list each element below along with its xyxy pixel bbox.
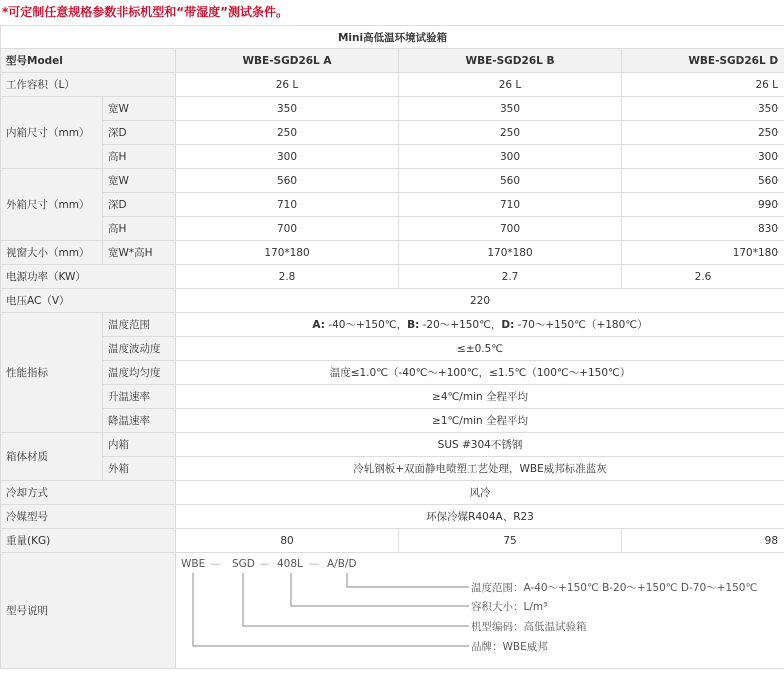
power-a: 2.8 [176,265,399,289]
temp-range-row [1,313,784,337]
material-inner-row [1,433,784,457]
outer-h-label: 高H [103,217,176,241]
outer-w-a: 560 [176,169,399,193]
model-desc-diagram-cell [176,553,784,669]
temp-range-value [176,313,784,337]
material-label: 箱体材质 [1,433,103,481]
code-dash-2: — [259,558,270,570]
legend-model-code: 机型编码：高低温试验箱 [471,621,587,633]
outer-size-label: 外箱尺寸（mm） [1,169,103,241]
outer-d-a: 710 [176,193,399,217]
inner-w-d: 350 [622,97,784,121]
temp-range-d-value: -70～+150℃（+180℃） [517,319,648,331]
connector-volume-line [291,573,469,606]
cooling-method-value: 风冷 [176,481,784,505]
model-header-label: 型号Model [1,49,176,73]
outer-d-label: 深D [103,193,176,217]
window-b: 170*180 [399,241,622,265]
capacity-d: 26 L [622,73,784,97]
inner-d-b: 250 [399,121,622,145]
model-b-header: WBE-SGD26L B [399,49,622,73]
material-inner-value: SUS #304不锈钢 [176,433,784,457]
weight-label: 重量(KG) [1,529,176,553]
window-a: 170*180 [176,241,399,265]
refrigerant-row [1,505,784,529]
refrigerant-label: 冷媒型号 [1,505,176,529]
voltage-row [1,289,784,313]
model-d-header: WBE-SGD26L D [622,49,784,73]
power-b: 2.7 [399,265,622,289]
uniformity-row [1,361,784,385]
cooling-rate-row [1,409,784,433]
inner-d-row [1,121,784,145]
title-row [1,26,784,49]
table-title: Mini高低温环境试验箱 [1,26,784,49]
cooling-rate-value: ≥1℃/min 全程平均 [176,409,784,433]
inner-w-label: 宽W [103,97,176,121]
inner-h-row [1,145,784,169]
voltage-value: 220 [176,289,784,313]
inner-size-label: 内箱尺寸（mm） [1,97,103,169]
custom-note: *可定制任意规格参数非标机型和“带湿度”测试条件。 [2,5,289,19]
weight-d: 98 [622,529,784,553]
outer-h-b: 700 [399,217,622,241]
model-a-header: WBE-SGD26L A [176,49,399,73]
code-dash-1: — [210,558,221,570]
material-outer-row [1,457,784,481]
power-label: 电源功率（KW） [1,265,176,289]
heating-value: ≥4℃/min 全程平均 [176,385,784,409]
temp-range-b-value: -20～+150℃， [422,319,502,331]
weight-b: 75 [399,529,622,553]
outer-w-label: 宽W [103,169,176,193]
material-outer-value: 冷轧钢板+双面静电喷塑工艺处理，WBE威邦标准蓝灰 [176,457,784,481]
refrigerant-value: 环保冷媒R404A、R23 [176,505,784,529]
inner-w-row [1,97,784,121]
outer-w-d: 560 [622,169,784,193]
outer-d-row [1,193,784,217]
power-row [1,265,784,289]
outer-d-b: 710 [399,193,622,217]
window-label: 视窗大小（mm） [1,241,103,265]
legend-temp-range: 温度范围：A-40～+150℃ B-20～+150℃ D-70～+150℃ [471,582,758,594]
material-inner-label: 内箱 [103,433,176,457]
temp-range-a-value: -40～+150℃， [328,319,408,331]
capacity-b: 26 L [399,73,622,97]
cooling-method-row [1,481,784,505]
inner-h-d: 300 [622,145,784,169]
temp-range-b-key: B: [407,319,420,331]
capacity-label: 工作容积（L） [1,73,176,97]
outer-h-row [1,217,784,241]
outer-h-a: 700 [176,217,399,241]
uniformity-label: 温度均匀度 [103,361,176,385]
code-part-volume: 408L [277,558,303,570]
inner-h-b: 300 [399,145,622,169]
inner-d-d: 250 [622,121,784,145]
capacity-row [1,73,784,97]
temp-range-d-key: D: [501,319,515,331]
material-outer-label: 外箱 [103,457,176,481]
performance-label: 性能指标 [1,313,103,433]
temp-range-label: 温度范围 [103,313,176,337]
code-dash-3: — [309,558,320,570]
capacity-a: 26 L [176,73,399,97]
cooling-rate-label: 降温速率 [103,409,176,433]
connector-brand-line [193,573,469,646]
inner-d-label: 深D [103,121,176,145]
heating-row [1,385,784,409]
fluctuation-row [1,337,784,361]
outer-w-row [1,169,784,193]
fluctuation-value: ≤±0.5℃ [176,337,784,361]
inner-d-a: 250 [176,121,399,145]
outer-w-b: 560 [399,169,622,193]
inner-w-a: 350 [176,97,399,121]
fluctuation-label: 温度波动度 [103,337,176,361]
window-row [1,241,784,265]
uniformity-value: 温度≤1.0℃（-40℃～+100℃，≤1.5℃（100℃～+150℃） [176,361,784,385]
model-desc-label: 型号说明 [1,553,176,669]
outer-d-d: 990 [622,193,784,217]
header-row [1,49,784,73]
heating-label: 升温速率 [103,385,176,409]
power-d: 2.6 [622,265,784,289]
spec-table [0,25,784,669]
outer-h-d: 830 [622,217,784,241]
code-part-wbe: WBE [181,558,206,570]
model-desc-row [1,553,784,669]
inner-w-b: 350 [399,97,622,121]
legend-volume: 容积大小：L/m³ [471,601,548,613]
temp-range-a-key: A: [312,319,325,331]
cooling-method-label: 冷却方式 [1,481,176,505]
model-code-diagram [177,553,783,665]
connector-model-line [243,573,469,626]
voltage-label: 电压AC（V） [1,289,176,313]
inner-h-label: 高H [103,145,176,169]
legend-brand: 品牌：WBE威邦 [471,641,548,653]
weight-a: 80 [176,529,399,553]
window-d: 170*180 [622,241,784,265]
connector-range-line [347,573,469,587]
connector-lines [193,573,469,646]
inner-h-a: 300 [176,145,399,169]
weight-row [1,529,784,553]
code-part-sgd: SGD [232,558,255,570]
code-part-range: A/B/D [327,558,357,570]
window-sub-label: 宽W*高H [103,241,176,265]
